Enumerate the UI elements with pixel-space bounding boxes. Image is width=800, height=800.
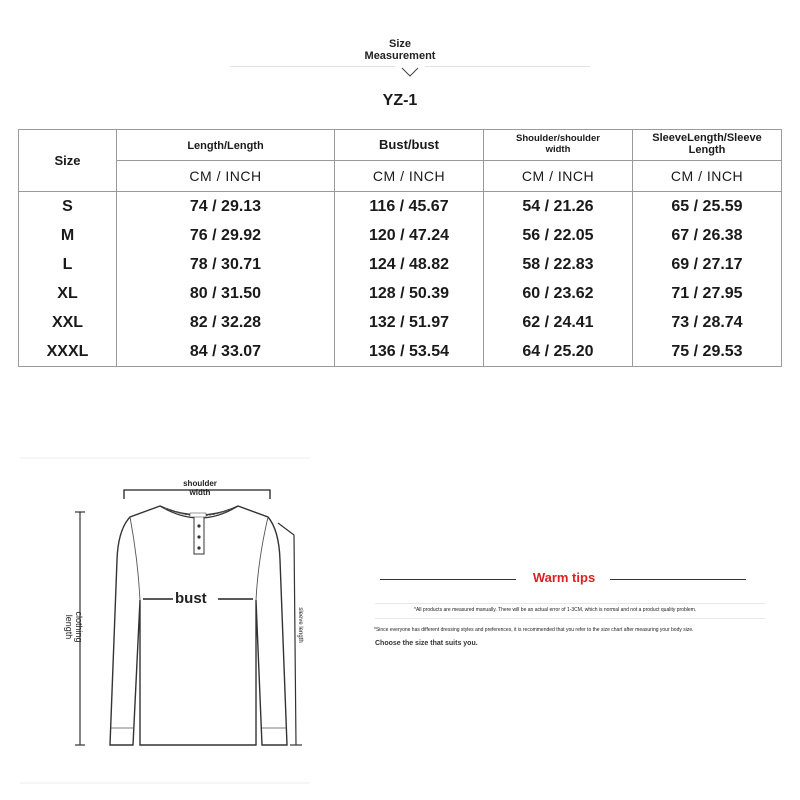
value-cell: 56 / 22.05 [484,221,633,250]
column-header-length [117,130,335,161]
value-cell: 64 / 25.20 [484,337,633,367]
table-header-row [19,130,782,161]
value-cell: 82 / 32.28 [117,308,335,337]
table-row [19,279,782,308]
value-cell: 58 / 22.83 [484,250,633,279]
value-cell: 73 / 28.74 [633,308,782,337]
unit-cell: CM / INCH [633,161,782,192]
value-cell: 116 / 45.67 [335,192,484,222]
header-title-line1: Size [388,38,411,50]
column-header-label: Length/Length [187,140,264,152]
column-header-label: Shoulder/shoulder width [516,133,600,155]
header-divider-right [425,66,590,67]
column-header-label: Bust/bust [379,137,439,152]
table-row [19,250,782,279]
value-cell: 75 / 29.53 [633,337,782,367]
table-unit-row [19,161,782,192]
column-header-sleeve [633,130,782,161]
size-cell: L [19,250,117,279]
column-header-bust [335,130,484,161]
unit-cell: CM / INCH [484,161,633,192]
value-cell: 65 / 25.59 [633,192,782,222]
table-row [19,337,782,367]
value-cell: 67 / 26.38 [633,221,782,250]
sleeve-length-label: sleeve length [297,607,303,643]
model-number: YZ-1 [382,92,418,109]
header-title-line2: Measurement [364,50,436,62]
shoulder-label-line: width [189,488,211,497]
size-chart-table [18,129,782,367]
bust-label: bust [175,590,207,607]
header-divider-left [230,66,395,67]
tips-faint-line [375,618,765,619]
size-cell: XXL [19,308,117,337]
shoulder-label-line: shoulder [183,479,217,488]
value-cell: 71 / 27.95 [633,279,782,308]
shirt-diagram-icon [0,450,340,800]
table-row [19,192,782,222]
value-cell: 136 / 53.54 [335,337,484,367]
unit-cell: CM / INCH [117,161,335,192]
table-row [19,221,782,250]
value-cell: 74 / 29.13 [117,192,335,222]
size-cell: XXXL [19,337,117,367]
table-row [19,308,782,337]
value-cell: 120 / 47.24 [335,221,484,250]
unit-cell: CM / INCH [335,161,484,192]
value-cell: 128 / 50.39 [335,279,484,308]
size-cell: M [19,221,117,250]
shoulder-width-label [160,479,240,497]
column-header-label: SleeveLength/Sleeve Length [652,132,762,156]
value-cell: 54 / 21.26 [484,192,633,222]
value-cell: 80 / 31.50 [117,279,335,308]
value-cell: 62 / 24.41 [484,308,633,337]
length-label-line: length [64,614,74,640]
tip-choose-size: Choose the size that suits you. [375,640,478,647]
size-column-header: Size [19,130,117,192]
tips-faint-line [375,603,765,604]
value-cell: 132 / 51.97 [335,308,484,337]
value-cell: 124 / 48.82 [335,250,484,279]
tip-measurement-error: *All products are measured manually. There will be an actual error of 1-3CM, which is normal and not a product quality problem. [414,607,697,613]
size-cell: XL [19,279,117,308]
column-header-shoulder [484,130,633,161]
clothing-length-label [64,597,84,657]
value-cell: 69 / 27.17 [633,250,782,279]
header [0,38,800,62]
value-cell: 60 / 23.62 [484,279,633,308]
value-cell: 84 / 33.07 [117,337,335,367]
chevron-down-icon [401,66,419,78]
length-label-line: clothing [74,611,84,643]
value-cell: 76 / 29.92 [117,221,335,250]
warm-tips-title: Warm tips [532,570,596,585]
tip-size-advice: *Since everyone has different dressing styles and preferences, it is recommended that you refer to the size chart after measuring your body size. [374,627,694,633]
size-cell: S [19,192,117,222]
value-cell: 78 / 30.71 [117,250,335,279]
